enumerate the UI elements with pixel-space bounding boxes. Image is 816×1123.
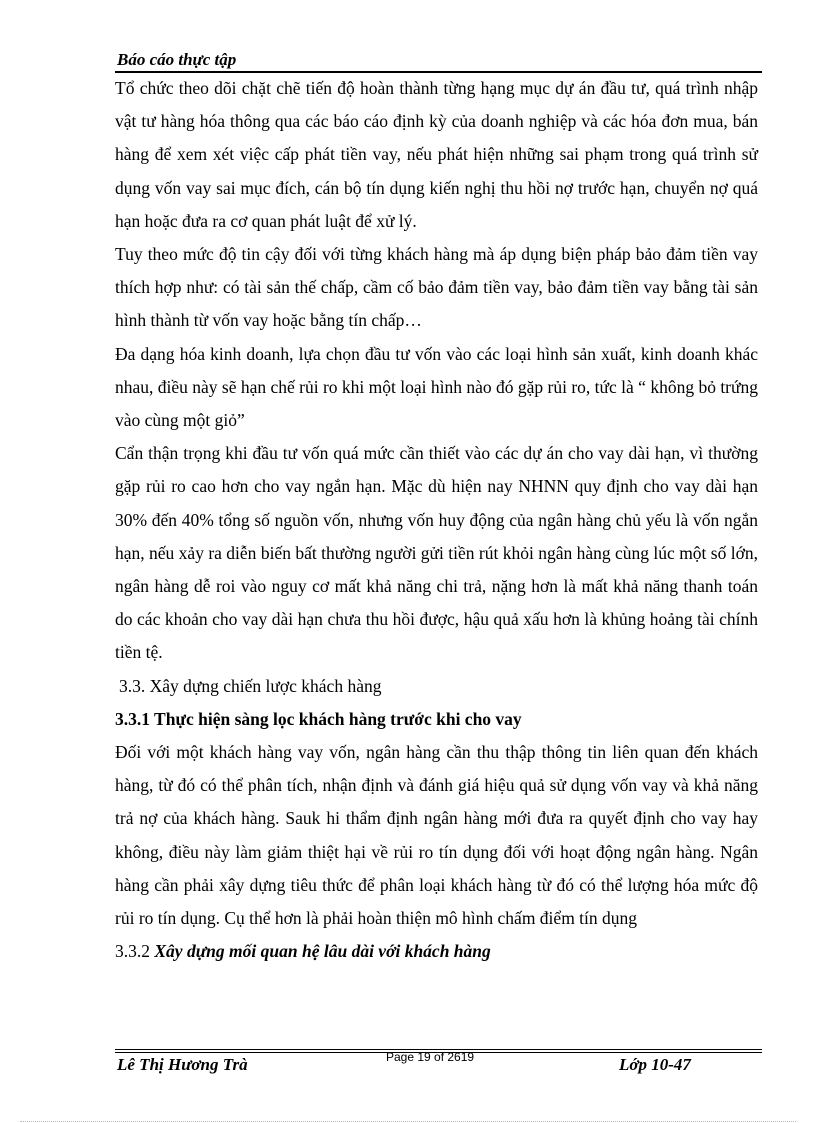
section-title-3-3-2: Xây dựng mối quan hệ lâu dài với khách hàng (154, 941, 491, 962)
footer-page-number: Page 19 of 2619 (386, 1050, 475, 1064)
section-number-3-3-2: 3.3.2 (115, 941, 155, 962)
footer-class: Lớp 10-47 (619, 1055, 691, 1074)
page-body (115, 72, 758, 968)
section-heading-3-3-1: 3.3.1 Thực hiện sàng lọc khách hàng trước khi cho vay (115, 708, 522, 729)
section-heading-3-3-2 (115, 935, 758, 968)
paragraph-3: Đa dạng hóa kinh doanh, lựa chọn đầu tư vốn vào các loại hình sản xuất, kinh doanh khác nhau, điều này sẽ hạn chế rủi ro khi một loại hình nào đó gặp rủi ro, tức là “ không bỏ trứng vào cùng một giỏ” (115, 343, 758, 431)
header-title: Báo cáo thực tập (117, 50, 237, 69)
paragraph-4: Cẩn thận trọng khi đầu tư vốn quá mức cần thiết vào các dự án cho vay dài hạn, vì thường gặp rủi ro cao hơn cho vay ngắn hạn. Mặc dù hiện nay NHNN quy định cho vay dài hạn 30% đến 40% tổng số nguồn vốn, nhưng vốn huy động của ngân hàng chủ yếu là vốn ngắn hạn, nếu xảy ra diễn biến bất thường người gửi tiền rút khỏi ngân hàng cùng lúc một số lớn, ngân hàng dễ roi vào nguy cơ mất khả năng chi trả, nặng hơn là mất khả năng thanh toán do các khoản cho vay dài hạn chưa thu hồi được, hậu quả xấu hơn là khủng hoảng tài chính tiền tệ. (115, 443, 758, 663)
paragraph-5: Đối với một khách hàng vay vốn, ngân hàng cần thu thập thông tin liên quan đến khách hàng, từ đó có thể phân tích, nhận định và đánh giá hiệu quả sử dụng vốn vay và khả năng trả nợ của khách hàng. Sauk hi thẩm định ngân hàng mới đưa ra quyết định cho vay hay không, điều này làm giảm thiệt hại về rủi ro tín dụng đối với hoạt động ngân hàng. Ngân hàng cần phải xây dựng tiêu thức để phân loại khách hàng từ đó có thể lượng hóa mức độ rủi ro tín dụng. Cụ thể hơn là phải hoàn thiện mô hình chấm điểm tín dụng (115, 742, 758, 929)
footer-author: Lê Thị Hương Trà (117, 1055, 248, 1074)
section-heading-3-3: 3.3. Xây dựng chiến lược khách hàng (119, 675, 382, 696)
page-edge-divider (20, 1121, 796, 1122)
paragraph-1: Tổ chức theo dõi chặt chẽ tiến độ hoàn thành từng hạng mục dự án đầu tư, quá trình nhập vật tư hàng hóa thông qua các báo cáo định kỳ của doanh nghiệp và các hóa đơn mua, bán hàng để xem xét việc cấp phát tiền vay, nếu phát hiện những sai phạm trong quá trình sử dụng vốn vay sai mục đích, cán bộ tín dụng kiến nghị thu hồi nợ trước hạn, chuyển nợ quá hạn hoặc đưa ra cơ quan phát luật để xử lý. (115, 78, 758, 231)
paragraph-2: Tuy theo mức độ tin cậy đối với từng khách hàng mà áp dụng biện pháp bảo đảm tiền vay thích hợp như: có tài sản thế chấp, cầm cố bảo đảm tiền vay, bảo đảm tiền vay bằng tài sản hình thành từ vốn vay hoặc bằng tín chấp… (115, 244, 758, 331)
